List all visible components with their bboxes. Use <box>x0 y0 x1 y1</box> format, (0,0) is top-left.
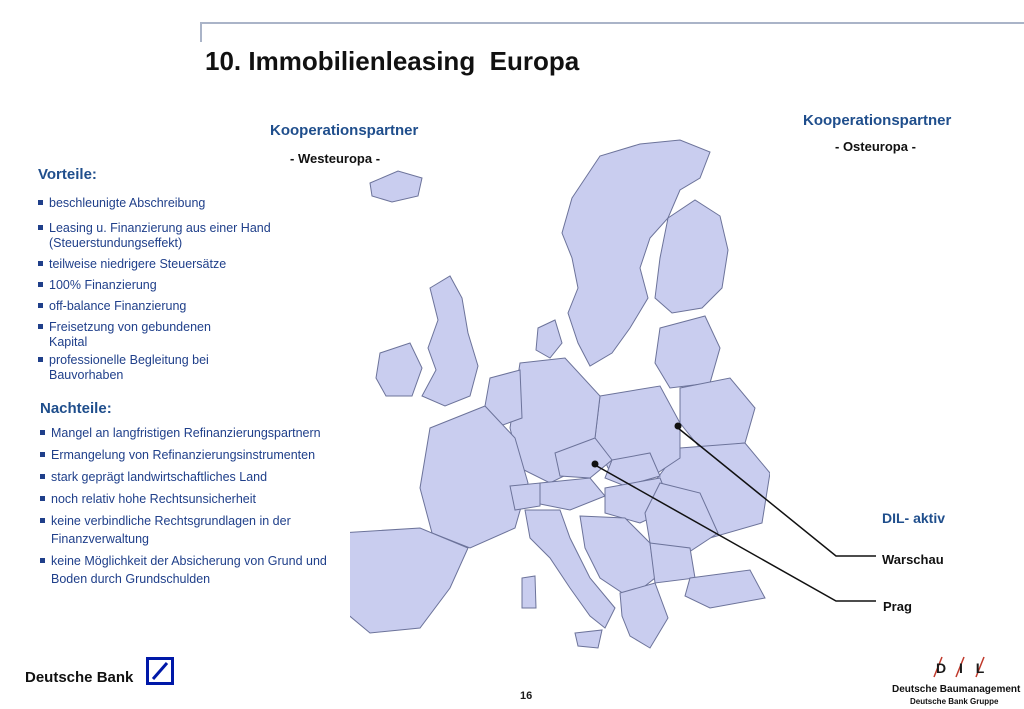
bullet-icon <box>38 261 43 266</box>
city-label-prag: Prag <box>883 599 912 614</box>
west-partner-sub: - Westeuropa - <box>290 151 381 166</box>
dil-company-name: Deutsche Baumanagement <box>892 684 1021 695</box>
vorteile-list <box>38 196 271 383</box>
list-item: keine Möglichkeit der Absicherung von Grund und Boden durch Grundschulden <box>40 552 360 588</box>
dil-letter: I <box>959 660 963 676</box>
list-item: off-balance Finanzierung <box>38 299 271 314</box>
list-item: Mangel an langfristigen Refinanzierungspartnern <box>40 424 360 442</box>
bullet-icon <box>38 324 43 329</box>
deutsche-bank-wordmark: Deutsche Bank <box>25 669 134 686</box>
page-number: 16 <box>520 690 533 702</box>
dil-letter: L <box>975 660 985 676</box>
list-item: beschleunigte Abschreibung <box>38 196 271 211</box>
list-item: noch relativ hohe Rechtsunsicherheit <box>40 490 360 508</box>
dil-letters <box>936 660 1016 676</box>
dil-status-label: DIL- aktiv <box>882 510 946 526</box>
dil-letter: D <box>936 660 947 676</box>
warschau-connector <box>678 428 876 556</box>
nachteile-list <box>40 424 360 588</box>
east-partner-sub: - Osteuropa - <box>835 139 916 154</box>
list-item: stark geprägt landwirtschaftliches Land <box>40 468 360 486</box>
city-label-warschau: Warschau <box>882 552 944 567</box>
deutsche-bank-logo-icon <box>146 657 174 685</box>
list-item: Leasing u. Finanzierung aus einer Hand (Steuerstundungseffekt) <box>38 221 271 251</box>
bullet-icon <box>38 282 43 287</box>
bullet-icon <box>40 474 45 479</box>
dil-company-sub: Deutsche Bank Gruppe <box>910 697 999 706</box>
bullet-icon <box>40 430 45 435</box>
bullet-icon <box>40 452 45 457</box>
list-item: teilweise niedrigere Steuersätze <box>38 257 271 272</box>
list-item: Ermangelung von Refinanzierungsinstrumenten <box>40 446 360 464</box>
bullet-icon <box>38 225 43 230</box>
bullet-icon <box>40 496 45 501</box>
bullet-icon <box>40 558 45 563</box>
bullet-icon <box>38 200 43 205</box>
bullet-icon <box>40 518 45 523</box>
west-partner-heading: Kooperationspartner <box>270 122 419 139</box>
list-item: professionelle Begleitung bei Bauvorhaben <box>38 353 271 383</box>
east-partner-heading: Kooperationspartner <box>803 112 952 129</box>
nachteile-heading: Nachteile: <box>40 400 112 417</box>
slide-title: 10. Immobilienleasing Europa <box>205 46 580 76</box>
vorteile-heading: Vorteile: <box>38 166 97 183</box>
prag-connector <box>595 465 876 601</box>
bullet-icon <box>38 303 43 308</box>
bullet-icon <box>38 357 43 362</box>
list-item: keine verbindliche Rechtsgrundlagen in der Finanzverwaltung <box>40 512 360 548</box>
list-item: Freisetzung von gebundenen Kapital <box>38 320 271 350</box>
list-item: 100% Finanzierung <box>38 278 271 293</box>
